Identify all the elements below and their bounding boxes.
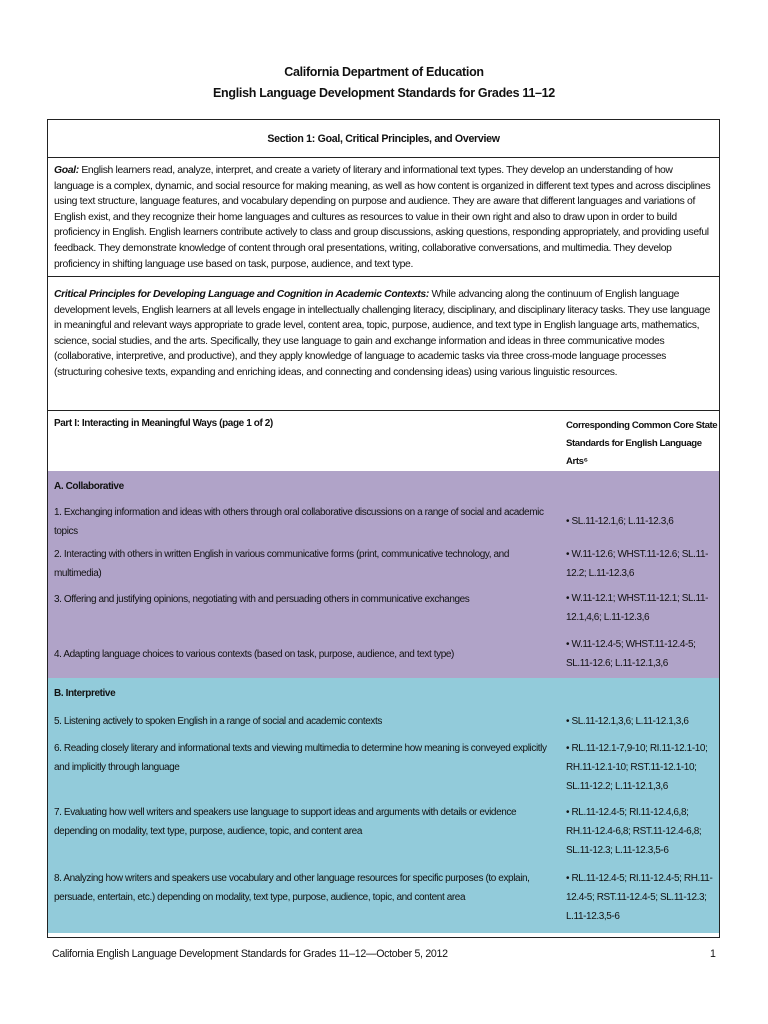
standard-text: 8. Analyzing how writers and speakers use vocabulary and other language resources for specific purposes (to explain, persuade, entertain, etc.) depending on modality, text type, purpose, audience, topic, and content area [54,873,530,903]
goal-label: Goal: [54,165,79,176]
standard-text: 7. Evaluating how well writers and speakers use language to support ideas and arguments with details or evidence depending on modality, text type, purpose, audience, topic, and content area [54,807,517,837]
part-header-row [48,411,719,471]
table-row [48,501,719,542]
critical-text: While advancing along the continuum of English language development levels, English learners at all levels engage in intellectually challenging literacy, disciplinary, and disciplinary literacy tasks. They use language in meaningful and relevant ways appropriate to grade level, content area, topic, purpose, audience, and text type in English language arts, mathematics, science, social studies, and the arts. Specifically, they use language to gain and exchange information and ideas in three communicative modes (collaborative, interpretive, and productive), and they apply knowledge of language to academic tasks via three cross-mode language processes (structuring cohesive texts, expanding and enriching ideas, and connecting and condensing ideas) using various linguistic resources. [54,289,711,378]
table-row [48,708,719,735]
ccss-standard: • RL.11-12.1-7,9-10; RI.11-12.1-10; RH.11-12.1-10; RST.11-12.1-10; SL.11-12.2; L.11-12.1,3,6 [560,735,719,799]
goal-paragraph [48,158,719,277]
ccss-standard: • RL.11-12.4-5; RI.11-12.4-5; RH.11-12.4-5; RST.11-12.4-5; SL.11-12.3; L.11-12.3,5-6 [560,865,719,933]
ccss-standard: • RL.11-12.4-5; RI.11-12.4,6,8; RH.11-12.4-6,8; RST.11-12.4-6,8; SL.11-12.3; L.11-12.3,5-6 [560,799,719,865]
table-row [48,542,719,586]
ccss-header: Corresponding Common Core State Standards for English Language Arts⁶ [566,420,718,467]
section-b-spacer [560,678,719,708]
goal-text: English learners read, analyze, interpret, and create a variety of literary and informational text types. They develop an understanding of how language is a complex, dynamic, and social resource for making meaning, as well as how content is organized in different text types and across disciplines using text structure, language features, and vocabulary depending on purpose and audience. They are aware that different languages and variations of English exist, and they recognize their home languages and cultures as resources to value in their own right and also to draw upon in order to build proficiency in English. English learners contribute actively to class and group discussions, asking questions, responding appropriately, and providing useful feedback. They demonstrate knowledge of content through oral presentations, writing, collaborative conversations, and multimedia. They develop proficiency in shifting language use based on task, purpose, audience, and text type. [54,165,711,270]
footer-text: California English Language Development Standards for Grades 11–12—October 5, 2012 [52,948,448,960]
standard-text: 2. Interacting with others in written English in various communicative forms (print, communicative technology, and multimedia) [54,549,509,579]
ccss-standard: • SL.11-12.1,6; L.11-12.3,6 [560,501,719,542]
critical-label: Critical Principles for Developing Language and Cognition in Academic Contexts: [54,289,429,300]
standard-text: 3. Offering and justifying opinions, negotiating with and persuading others in communicative exchanges [54,594,470,605]
section-b-label: B. Interpretive [54,687,116,699]
section-a-label: A. Collaborative [54,480,124,492]
standard-text: 4. Adapting language choices to various contexts (based on task, purpose, audience, and text type) [54,648,454,660]
ccss-standard: • SL.11-12.1,3,6; L.11-12.1,3,6 [560,708,719,735]
section-title-cell [48,120,719,158]
page-number: 1 [710,948,716,960]
ccss-standard: • W.11-12.6; WHST.11-12.6; SL.11-12.2; L.11-12.3,6 [560,542,719,586]
table-row [48,799,719,865]
section-title: Section 1: Goal, Critical Principles, and Overview [267,132,500,145]
section-1-box [47,119,720,411]
critical-principles-paragraph [48,277,719,381]
section-b-header [48,678,719,708]
table-row [48,865,719,933]
section-a-spacer [560,471,719,501]
ccss-standard: • W.11-12.1; WHST.11-12.1; SL.11-12.1,4,6; L.11-12.3,6 [560,586,719,630]
standard-text: 5. Listening actively to spoken English in a range of social and academic contexts [54,716,382,727]
section-a-header [48,471,719,501]
part-1-table [47,410,720,938]
part-title: Part I: Interacting in Meaningful Ways (page 1 of 2) [54,418,273,429]
standard-text: 6. Reading closely literary and informational texts and viewing multimedia to determine how meaning is conveyed explicitly and implicitly through language [54,743,547,773]
table-row [48,586,719,630]
table-row [48,630,719,678]
ccss-standard: • W.11-12.4-5; WHST.11-12.4-5; SL.11-12.6; L.11-12.1,3,6 [560,630,719,678]
table-row [48,735,719,799]
standard-text: 1. Exchanging information and ideas with others through oral collaborative discussions on a range of social and academic topics [54,506,544,537]
header-line-2: English Language Development Standards for Grades 11–12 [213,86,555,100]
header-line-1: California Department of Education [284,65,484,79]
